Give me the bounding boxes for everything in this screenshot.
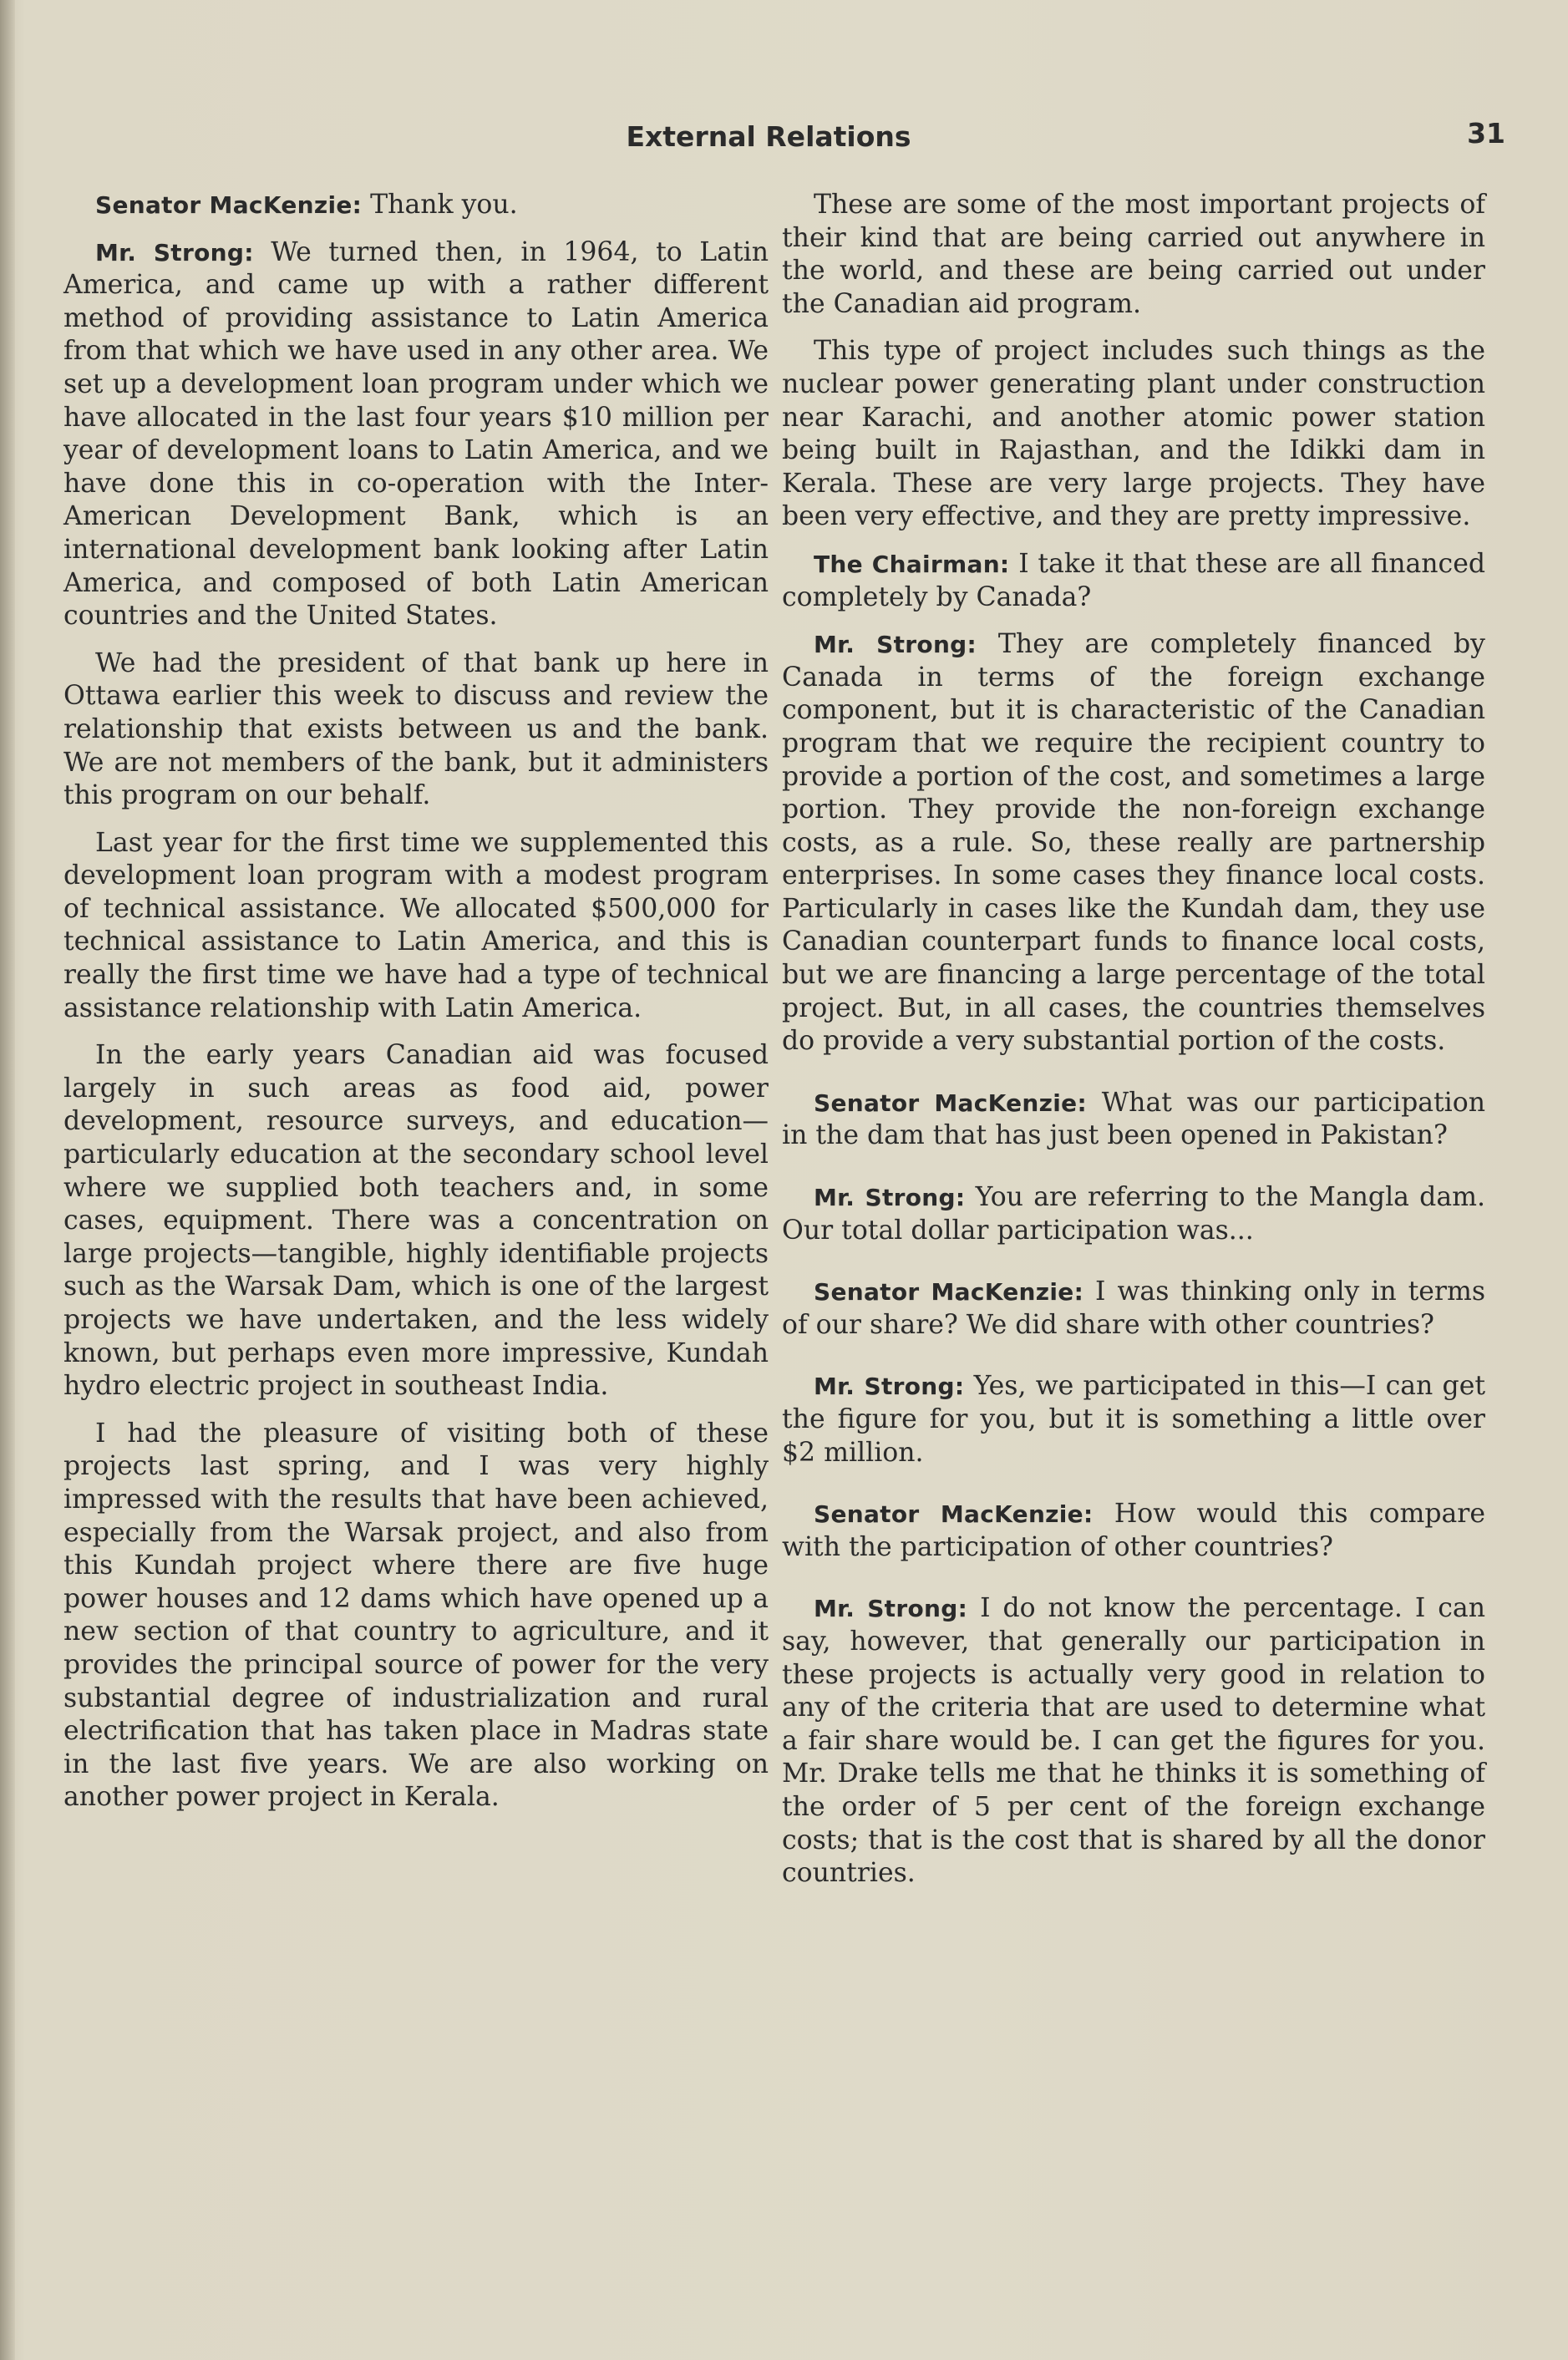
paragraph (782, 1181, 1485, 1247)
paragraph-text: How would this compare with the participation of other countries? (782, 1499, 1485, 1562)
speaker-name: The Chairman: (814, 550, 1010, 578)
paragraph-text: You are referring to the Mangla dam. Our total dollar participation was... (782, 1182, 1486, 1246)
paragraph (782, 1370, 1485, 1469)
speaker-name: Senator MacKenzie: (814, 1089, 1087, 1117)
paragraph (63, 827, 769, 1026)
paragraph (63, 236, 769, 633)
paragraph (782, 189, 1485, 321)
speaker-name: Mr. Strong: (814, 1595, 968, 1623)
paragraph-text: This type of project includes such things as the nuclear power generating plant under construction near Karachi, and another atomic power station being built in Rajasthan, and the Idikki dam in Kerala. These are very large projects. They have been very effective, and they are pretty impressive. (782, 336, 1485, 532)
paragraph-text: We turned then, in 1964, to Latin America, and came up with a rather different method of providing assistance to Latin America from that which we have used in any other area. We set up a development loan program under which we have allocated in the last four years $10 million per year of development loans to Latin America, and we have done this in co-operation with the Inter-American Development Bank, which is an international development bank looking after Latin America, and composed of both Latin American countries and the United States. (63, 236, 769, 632)
paragraph-text: What was our participation in the dam that has just been opened in Pakistan? (782, 1087, 1485, 1151)
paragraph-text: I do not know the percentage. I can say, however, that generally our participation in these projects is actually very good in relation to any of the criteria that are used to determine what a fair share would be. I can get the figures for you. Mr. Drake tells me that he thinks it is something of the order of 5 per cent of the foreign exchange costs; that is the cost that is shared by all the donor countries. (782, 1593, 1486, 1889)
left-column (63, 189, 769, 1829)
running-title: External Relations (626, 120, 911, 153)
paragraph (782, 1276, 1485, 1342)
page-number: 31 (1467, 117, 1505, 150)
paragraph (63, 189, 769, 222)
paragraph (63, 1418, 769, 1814)
speaker-name: Mr. Strong: (814, 1373, 965, 1401)
speaker-name: Senator MacKenzie: (814, 1278, 1084, 1307)
paragraph (782, 548, 1485, 614)
paragraph-text: We had the president of that bank up here in Ottawa earlier this week to discuss and review the relationship that exists between us and the bank. We are not members of the bank, but it administers this program on our behalf. (63, 647, 769, 811)
speaker-name: Senator MacKenzie: (814, 1500, 1094, 1529)
paragraph-text: They are completely financed by Canada in terms of the foreign exchange component, but it is characteristic of the Canadian program that we require the recipient country to provide a portion of the cost, and sometimes a large portion. They provide the non-foreign exchange costs, as a rule. So, these really are partnership enterprises. In some cases they finance local costs. Particularly in cases like the Kundah dam, they use Canadian counterpart funds to finance local costs, but we are financing a large percentage of the total project. But, in all cases, the countries themselves do provide a very substantial portion of the costs. (782, 629, 1485, 1057)
speaker-name: Mr. Strong: (95, 238, 254, 266)
paragraph-text: I had the pleasure of visiting both of these projects last spring, and I was very highly impressed with the results that have been achieved, especially from the Warsak project, and also from this Kundah project where there are five huge power houses and 12 dams which have opened up a new section of that country to agriculture, and it provides the principal source of power for the very substantial degree of industrialization and rural electrification that has taken place in Madras state in the last five years. We are also working on another power project in Kerala. (63, 1418, 769, 1813)
paragraph (63, 647, 769, 813)
paragraph-text: I was thinking only in terms of our share? We did share with other countries? (782, 1276, 1485, 1340)
page-gutter-shadow (0, 0, 15, 2360)
paragraph (782, 1498, 1485, 1564)
paragraph-text: In the early years Canadian aid was focused largely in such areas as food aid, power development, resource surveys, and education—particularly education at the secondary school level where we supplied both teachers and, in some cases, equipment. There was a concentration on large projects—tangible, highly identifiable projects such as the Warsak Dam, which is one of the largest projects we have undertaken, and the less widely known, but perhaps even more impressive, Kundah hydro electric project in southeast India. (63, 1040, 769, 1402)
paragraph (782, 628, 1485, 1058)
speaker-name: Mr. Strong: (814, 1184, 966, 1212)
paragraph-text: Last year for the first time we supplemented this development loan program with a modest program of technical assistance. We allocated $500,000 for technical assistance to Latin America, and this is really the first time we have had a type of technical assistance relationship with Latin America. (63, 827, 769, 1023)
paragraph-text: Thank you. (370, 190, 518, 220)
paragraph-text: Yes, we participated in this—I can get the figure for you, but it is something a little over $2 million. (782, 1371, 1485, 1468)
paragraph (782, 1592, 1485, 1890)
speaker-name: Senator MacKenzie: (95, 191, 363, 219)
right-column (782, 189, 1485, 1905)
paragraph-text: These are some of the most important projects of their kind that are being carried out anywhere in the world, and these are being carried out under the Canadian aid program. (782, 190, 1485, 319)
paragraph (782, 1087, 1485, 1153)
paragraph (782, 335, 1485, 534)
paragraph (63, 1039, 769, 1403)
paragraph-text: I take it that these are all financed completely by Canada? (782, 548, 1485, 612)
speaker-name: Mr. Strong: (814, 631, 977, 659)
